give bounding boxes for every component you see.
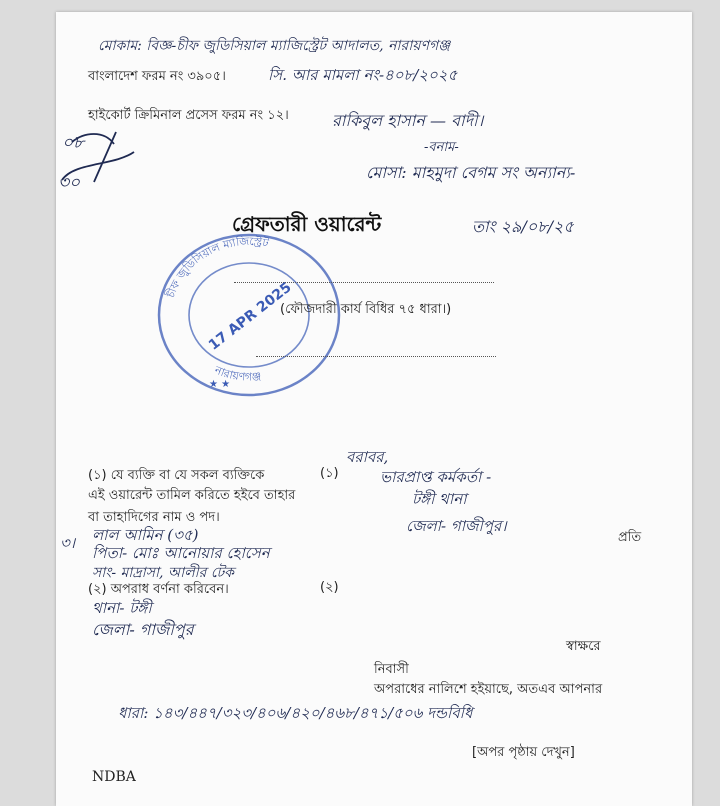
item1-number: (১) [320, 466, 339, 481]
corner-mark-2: ৩০ [58, 173, 81, 193]
penal-sections-handwritten: ধারা: ১৪৩/৪৪৭/৩২৩/৪০৬/৪২০/৪৬৮/৪৭১/৫০৬ দন্ডবিধি [118, 704, 473, 722]
item1-label-line1: (১) যে ব্যক্তি বা যে সকল ব্যক্তিকে [88, 468, 265, 483]
corner-mark-1: ০৮ [62, 133, 85, 153]
court-heading-handwritten: মোকাম: বিজ্ঞ-চীফ জুডিসিয়াল ম্যাজিস্ট্রেট আদালত, নারায়ণগঞ্জ [98, 38, 451, 54]
station-handwritten: টঙ্গী থানা [412, 490, 467, 508]
thana-handwritten: থানা- টঙ্গী [92, 599, 152, 617]
highcourt-form-line: হাইকোর্ট ক্রিমিনাল প্রসেস ফরম নং ১২। [88, 108, 289, 123]
footer-code: NDBA [92, 769, 136, 785]
accused-address-handwritten: সাং- মাদ্রাসা, আলীর টেক [92, 565, 234, 581]
charge-line: অপরাধের নালিশে হইয়াছে, অতএব আপনার [374, 682, 603, 697]
district-handwritten: জেলা- গাজীপুর। [406, 517, 507, 535]
versus-handwritten: -বনাম- [424, 140, 459, 155]
signature-label: স্বাক্ষরে [566, 639, 601, 654]
title-date-handwritten: তাং ২৯/০৮/২৫ [472, 217, 574, 236]
officer-handwritten: ভারপ্রাপ্ত কর্মকর্তা - [380, 468, 492, 486]
district2-handwritten: জেলা- গাজীপুর [92, 620, 194, 639]
defendant-handwritten: মোসা: মাহমুদা বেগম সং অন্যান্য- [366, 163, 576, 182]
document-title: গ্রেফতারী ওয়ারেন্ট [232, 212, 382, 236]
item2-label: (২) অপরাধ বর্ণনা করিবেন। [88, 582, 229, 597]
warrant-page [56, 12, 692, 806]
stamp-bottom-text: নারায়ণগঞ্জ [212, 363, 262, 384]
section-reference: (ফৌজদারী কার্য বিধির ৭৫ ধারা।) [280, 302, 452, 317]
addressee-handwritten: বরাবর, [346, 448, 389, 466]
accused-name-handwritten: লাল আমিন (৩৫) [92, 526, 199, 544]
resident-label: নিবাসী [374, 662, 409, 677]
accused-father-handwritten: পিতা- মোঃ আনোয়ার হোসেন [92, 544, 270, 562]
dotted-line-2 [256, 356, 496, 357]
prati-label: প্রতি [618, 530, 642, 545]
dotted-line-1 [234, 282, 494, 283]
item2-number: (২) [320, 580, 339, 595]
item1-label-line3: বা তাহাদিগের নাম ও পদ। [88, 510, 220, 525]
stamp-date: 17 APR 2025 [205, 279, 295, 354]
svg-text:★ ★: ★ ★ [209, 379, 231, 390]
form-number-line: বাংলাদেশ ফরম নং ৩৯০৫। [88, 69, 226, 84]
stamp-top-text: চীফ জুডিসিয়াল ম্যাজিস্ট্রেট [164, 234, 270, 300]
svg-text:চীফ জুডিসিয়াল ম্যাজিস্ট্রেট [164, 235, 271, 301]
accused-number: ৩। [60, 534, 76, 552]
see-overleaf-note: [অপর পৃষ্ঠায় দেখুন] [472, 745, 575, 760]
plaintiff-handwritten: রাকিবুল হাসান — বাদী। [332, 111, 484, 130]
case-number-handwritten: সি. আর মামলা নং-৪০৮/২০২৫ [268, 66, 458, 84]
item1-label-line2: এই ওয়ারেন্ট তামিল করিতে হইবে তাহার [88, 488, 296, 503]
